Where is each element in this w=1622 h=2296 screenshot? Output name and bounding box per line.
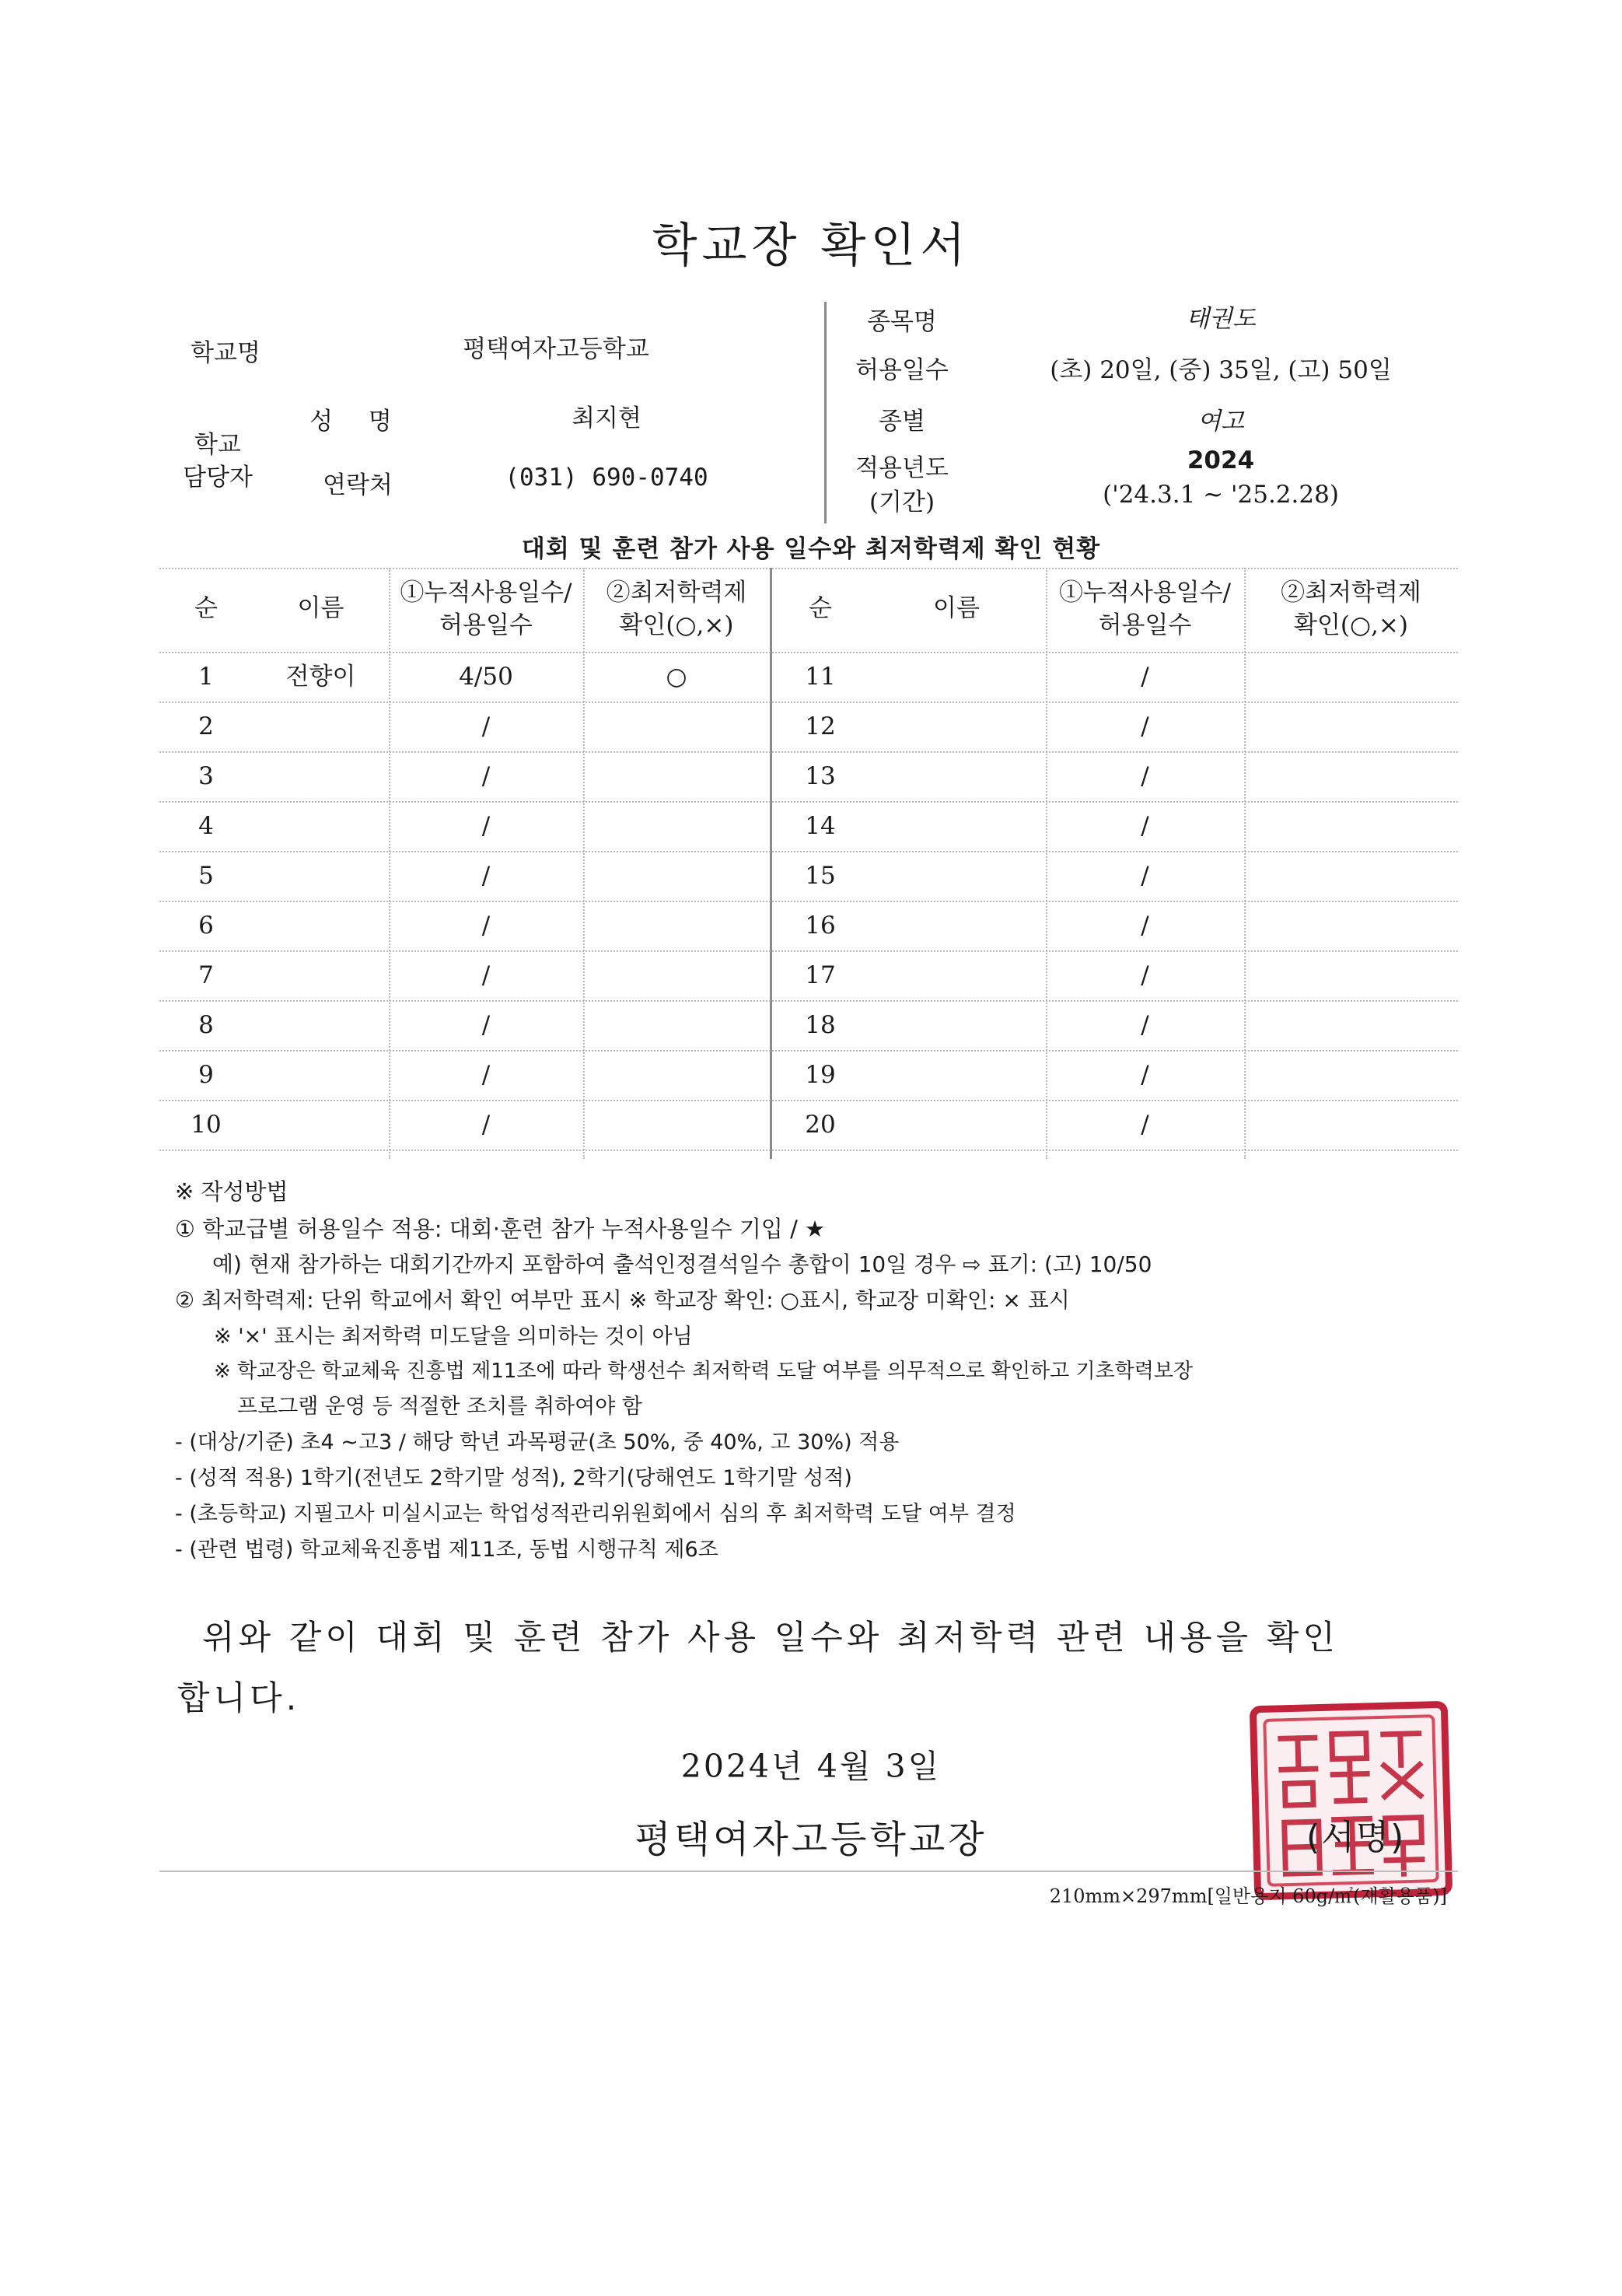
row-check [1244,950,1458,1000]
row-name [867,1100,1046,1150]
row-no: 3 [198,762,214,790]
row-no: 4 [198,812,214,840]
row-no: 5 [198,862,214,890]
grid-row-line [159,751,1458,753]
row-no: 11 [805,663,836,691]
header-days-left: ①누적사용일수/ [400,579,572,607]
row-days: / [481,762,491,790]
year-label: 적용년도 [855,454,949,482]
row-no: 13 [805,762,836,790]
allowed-label: 허용일수 [855,356,949,384]
header-days-right-2: 허용일수 [1098,611,1192,639]
header-check-right-2: 확인(○,×) [1294,611,1408,639]
principal-name: 평택여자고등학교장 [634,1818,988,1861]
row-name [253,801,389,851]
row-check [583,1100,770,1150]
contact-group-label-2: 담당자 [183,464,253,492]
row-name [253,851,389,901]
grid-row-line [159,1100,1458,1101]
row-days: / [1141,1111,1149,1139]
header-days-right: ①누적사용일수/ [1058,579,1232,607]
row-name [867,1050,1046,1100]
note-item: ※ 학교장은 학교체육 진흥법 제11조에 따라 학생선수 최저학력 도달 여부를 의무적으로 확인하고 기초학력보장 [214,1360,1194,1383]
header-check-right: ②최저학력제 [1281,579,1421,607]
row-check [1244,1100,1458,1150]
row-check [583,751,770,801]
row-days: / [1141,1011,1149,1039]
grid-row-line [159,702,1458,703]
row-no: 16 [805,912,836,940]
footer-divider [159,1871,1458,1872]
row-no: 17 [805,961,836,989]
grid-bottom-line [159,1150,1458,1151]
paper-spec: 210mm×297mm[일반용지 60g/㎡(재활용품)] [1049,1885,1447,1907]
status-table [159,568,1458,1159]
row-no: 12 [805,712,836,740]
row-days: / [1141,663,1149,691]
note-item: 프로그램 운영 등 적절한 조치를 취하여야 함 [237,1395,642,1419]
grid-row-line [159,1000,1458,1002]
phone-value: (031) 690-0740 [505,464,708,492]
info-table [159,302,1458,523]
row-check [583,1050,770,1100]
sport-value: 태권도 [1186,305,1256,333]
year-label-2: (기간) [869,488,935,516]
grid-row-line [159,851,1458,852]
row-no: 18 [805,1011,836,1039]
row-days: / [1141,1061,1149,1089]
row-name: 전향이 [285,663,356,691]
issue-date: 2024년 4월 3일 [680,1748,942,1785]
note-item: ② 최저학력제: 단위 학교에서 확인 여부만 표시 ※ 학교장 확인: ○표시, 학교장 미확인: × 표시 [175,1287,1070,1313]
row-check [583,702,770,751]
row-check [1244,702,1458,751]
row-name [253,751,389,801]
school-value: 평택여자고등학교 [463,335,649,363]
row-name [867,652,1046,702]
grid-top-line [159,568,1458,569]
grid-row-line [159,950,1458,952]
row-no: 8 [198,1011,214,1039]
row-days: 4/50 [459,663,513,691]
row-days: / [481,1061,491,1089]
row-days: / [1141,862,1149,890]
row-no: 15 [805,862,836,890]
header-name-right: 이름 [933,594,980,622]
school-label: 학교명 [191,339,260,367]
row-check [1244,801,1458,851]
row-name [253,1100,389,1150]
allowed-value: (초) 20일, (중) 35일, (고) 50일 [1050,356,1392,384]
row-name [867,1000,1046,1050]
row-days: / [1141,912,1149,940]
row-check: ○ [666,663,687,691]
header-days-left-2: 허용일수 [439,611,533,639]
grid-row-line [159,801,1458,803]
grid-center-divider [770,568,772,1159]
status-caption: 대회 및 훈련 참가 사용 일수와 최저학력제 확인 현황 [521,535,1101,563]
row-days: / [1141,961,1149,989]
row-days: / [1141,762,1149,790]
row-no: 1 [198,663,214,691]
row-check [583,1000,770,1050]
grid-row-line [159,1050,1458,1052]
row-days: / [481,912,491,940]
row-name [867,950,1046,1000]
name-value: 최지현 [572,404,641,432]
name-label: 성 명 [309,408,406,436]
document-title: 학교장 확인서 [652,219,970,273]
row-name [253,1050,389,1100]
category-label: 종별 [879,408,925,436]
row-no: 7 [198,961,214,989]
row-check [1244,901,1458,950]
row-days: / [481,812,491,840]
row-check [1244,652,1458,702]
row-days: / [481,862,491,890]
row-days: / [481,1111,491,1139]
row-name [253,702,389,751]
header-check-left: ②최저학력제 [606,579,747,607]
row-no: 6 [198,912,214,940]
row-check [1244,851,1458,901]
note-item: - (초등학교) 지필고사 미실시교는 학업성적관리위원회에서 심의 후 최저학력 도달 여부 결정 [175,1502,1016,1526]
seal-icon [1263,1714,1439,1887]
row-name [253,1000,389,1050]
seal-pattern-icon [1266,1717,1438,1889]
row-check [583,901,770,950]
period-value: ('24.3.1 ~ '25.2.28) [1103,481,1339,509]
year-value: 2024 [1187,446,1255,474]
phone-label: 연락처 [323,471,393,499]
row-name [867,751,1046,801]
grid-row-line [159,901,1458,902]
header-no-right: 순 [809,594,832,622]
note-item: - (관련 법령) 학교체육진흥법 제11조, 동법 시행규칙 제6조 [175,1538,718,1562]
row-check [583,801,770,851]
note-item: ※ '×' 표시는 최저학력 미도달을 의미하는 것이 아님 [214,1325,693,1349]
note-item: 예) 현재 참가하는 대회기간까지 포함하여 출석인정결석일수 총합이 10일 경우 ⇨ 표기: (고) 10/50 [212,1251,1152,1277]
row-check [1244,1050,1458,1100]
sport-label: 종목명 [867,308,937,336]
row-days: / [1141,712,1149,740]
row-name [867,801,1046,851]
row-no: 20 [805,1111,836,1139]
row-no: 2 [198,712,214,740]
confirmation-text: 위와 같이 대회 및 훈련 참가 사용 일수와 최저학력 관련 내용을 확인 [202,1619,1339,1657]
row-name [867,901,1046,950]
row-days: / [481,1011,491,1039]
row-no: 10 [191,1111,222,1139]
confirmation-text-2: 합니다. [177,1679,301,1718]
row-days: / [481,712,491,740]
note-item: ① 학교급별 허용일수 적용: 대회·훈련 참가 누적사용일수 기입 / ★ [175,1216,826,1242]
header-check-left-2: 확인(○,×) [619,611,734,639]
note-item: - (성적 적용) 1학기(전년도 2학기말 성적), 2학기(당해연도 1학기말 성적) [175,1466,852,1490]
contact-group-label: 학교 [194,431,241,459]
header-no-left: 순 [194,594,218,622]
row-name [253,950,389,1000]
signature-mark: (서명) [1306,1818,1406,1857]
row-name [253,901,389,950]
row-days: / [481,961,491,989]
category-value: 여고 [1197,408,1244,436]
row-check [583,950,770,1000]
note-heading: ※ 작성방법 [175,1178,288,1205]
row-no: 14 [805,812,836,840]
row-check [583,851,770,901]
header-name-left: 이름 [297,594,344,622]
row-days: / [1141,812,1149,840]
row-check [1244,751,1458,801]
row-name [867,702,1046,751]
row-no: 9 [198,1061,214,1089]
row-no: 19 [805,1061,836,1089]
note-item: - (대상/기준) 초4 ~고3 / 해당 학년 과목평균(초 50%, 중 40%, 고 30%) 적용 [175,1430,900,1454]
info-divider [824,302,827,523]
row-name [867,851,1046,901]
row-check [1244,1000,1458,1050]
